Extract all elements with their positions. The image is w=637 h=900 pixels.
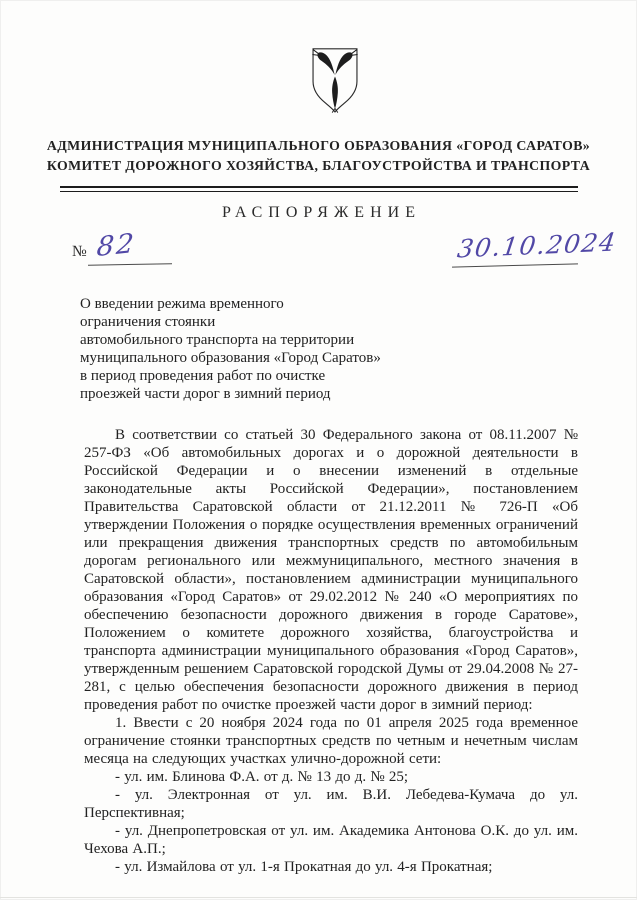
- date-underline: [452, 263, 578, 267]
- clause-1-paragraph: 1. Ввести с 20 ноября 2024 года по 01 апреля 2025 года временное ограничение стоянки транспортных средств по четным и нечетным числам месяца на следующих участках улично-дорожной сети:: [84, 715, 578, 767]
- document-date-handwritten: 30.10.2024: [455, 227, 619, 264]
- subject-line: ограничения стоянки: [80, 314, 216, 330]
- street-list-item: - ул. Измайлова от ул. 1-я Прокатная до ул. 4-я Прокатная;: [115, 859, 493, 875]
- street-list-item: - ул. Электронная от ул. им. В.И. Лебедева-Кумача до ул. Перспективная;: [84, 787, 578, 821]
- number-label: №: [72, 243, 87, 260]
- document-body: [84, 426, 578, 876]
- street-list-item: - ул. им. Блинова Ф.А. от д. № 13 до д. № 25;: [115, 769, 409, 785]
- org-name-line1: АДМИНИСТРАЦИЯ МУНИЦИПАЛЬНОГО ОБРАЗОВАНИЯ «ГОРОД САРАТОВ»: [46, 138, 591, 153]
- saratov-coat-of-arms-icon: [306, 46, 364, 114]
- document-type-title: РАСПОРЯЖЕНИЕ: [222, 204, 421, 221]
- subject-line: О введении режима временного: [80, 296, 284, 312]
- subject-line: проезжей части дорог в зимний период: [80, 386, 331, 402]
- number-underline: [88, 263, 172, 265]
- subject-line: автомобильного транспорта на территории: [80, 332, 355, 348]
- street-list-item: - ул. Днепропетровская от ул. им. Академика Антонова О.К. до ул. им. Чехова А.П.;: [84, 823, 578, 857]
- org-name-line2: КОМИТЕТ ДОРОЖНОГО ХОЗЯЙСТВА, БЛАГОУСТРОЙСТВА И ТРАНСПОРТА: [46, 158, 591, 173]
- preamble-paragraph: В соответствии со статьей 30 Федерального закона от 08.11.2007 № 257-ФЗ «Об автомобильных дорогах и о дорожной деятельности в Российской Федерации и о внесении изменений в отдельные законодательные акты Российской Федерации», постановлением Правительства Саратовской области от 21.12.2011 № 726-П «Об утверждении Положения о порядке осуществления временных ограничений или прекращения движения транспортных средств по автомобильным дорогам регионального или межмуниципального, местного значения в Саратовской области», постановлением администрации муниципального образования «Город Саратов» от 29.02.2012 № 240 «О мероприятиях по обеспечению безопасности дорожного движения в городе Саратове», Положением о комитете дорожного хозяйства, благоустройства и транспорта администрации муниципального образования «Город Саратов», утвержденным решением Саратовской городской Думы от 29.04.2008 № 27-281, с целью обеспечения безопасности дорожного движения в период проведения работ по очистке проезжей части дорог в зимний период:: [84, 427, 578, 713]
- document-number-handwritten: 82: [95, 228, 137, 263]
- subject-line: муниципального образования «Город Саратов»: [80, 350, 381, 366]
- header-divider-rule: [60, 186, 578, 192]
- subject-line: в период проведения работ по очистке: [80, 368, 326, 384]
- document-subject: [80, 295, 440, 403]
